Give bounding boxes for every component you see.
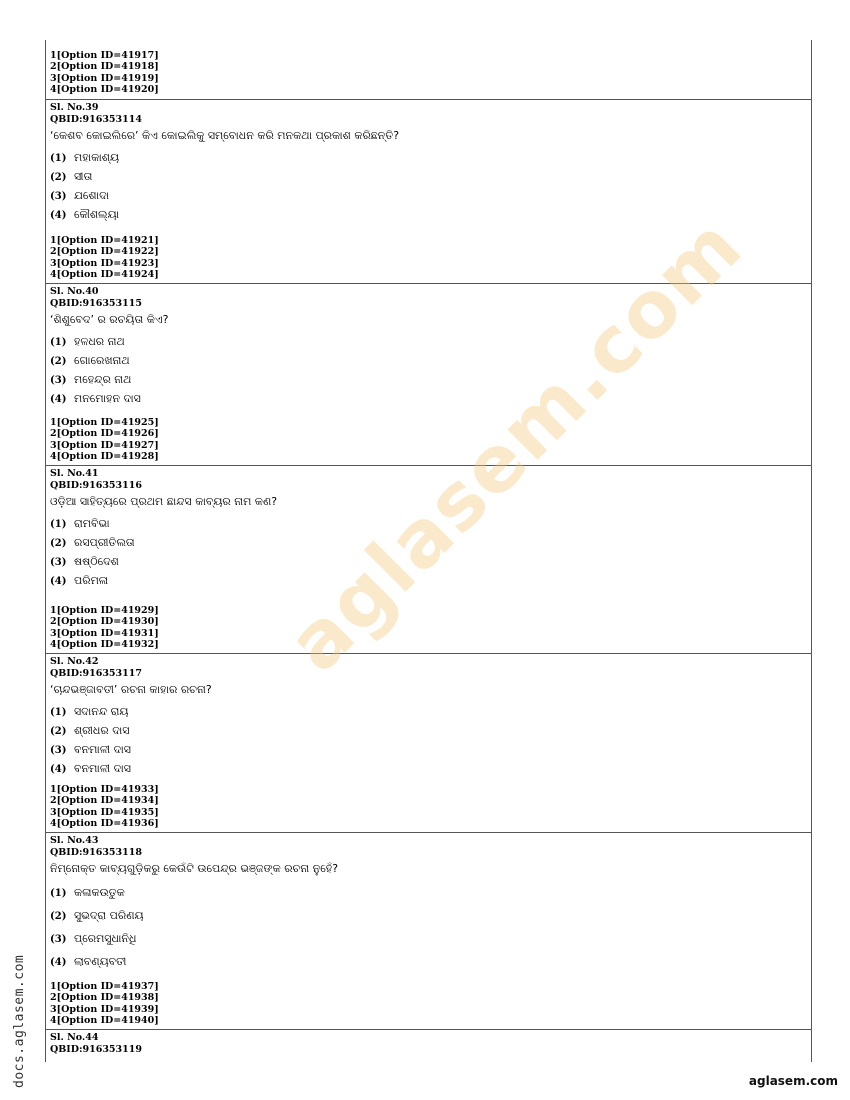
question-text: ନିମ୍ନୋକ୍ତ କାବ୍ୟଗୁଡ଼ିକରୁ କେଉଁଟି ଉପେନ୍ଦ୍ର ଭଞ୍ଜଙ୍କ ରଚନା ନୁହେଁ?	[50, 862, 339, 875]
option-text: ରାମବିଭା	[74, 517, 110, 530]
option-id: 4[Option ID=41924]	[50, 268, 159, 280]
option-text: ସୁଭଦ୍ରା ପରିଣୟ	[74, 909, 144, 922]
option-number: (2)	[50, 172, 67, 183]
option-id: 2[Option ID=41930]	[50, 616, 159, 628]
option-number: (2)	[50, 726, 67, 737]
question-text: ‘ଚାନ୍ଦଭଞ୍ଜାବତୀ’ ରଚନା କାହାର ରଚନା?	[50, 683, 212, 696]
answer-option	[50, 927, 811, 950]
question-text: ‘ଶିଶୁବେଦ’ ର ରଚୟିତା କିଏ?	[50, 313, 169, 326]
option-number: (2)	[50, 911, 67, 922]
qbid: QBID:916353117	[50, 667, 142, 679]
qbid: QBID:916353114	[50, 113, 142, 125]
option-ids-43	[46, 981, 811, 1026]
option-number: (4)	[50, 957, 67, 968]
answer-options	[50, 881, 811, 973]
question-text: ‘କେଶବ କୋଇଲିରେ’ କିଏ କୋଇଲିକୁ ସମ୍ବୋଧନ କରି ମନକଥା ପ୍ରକାଶ କରିଛନ୍ତି?	[50, 129, 400, 142]
option-number: (3)	[50, 934, 67, 945]
section-divider	[46, 1029, 811, 1030]
option-number: (2)	[50, 356, 67, 367]
option-text: ପରିମଳା	[74, 574, 109, 587]
option-text: ମହାକାଶ୍ୟ	[74, 151, 120, 164]
option-id: 1[Option ID=41925]	[50, 417, 159, 428]
section-divider	[46, 99, 811, 100]
option-text: ବନମାଳୀ ଦାସ	[74, 743, 131, 756]
answer-option	[50, 740, 811, 759]
option-number: (4)	[50, 210, 67, 221]
option-id: 2[Option ID=41918]	[50, 61, 159, 73]
serial-number: Sl. No.42	[50, 656, 99, 667]
option-text: ରସପ୍ରୀତିଲତା	[74, 536, 135, 549]
option-ids-41	[46, 605, 811, 650]
option-ids-40	[46, 417, 811, 462]
question-block-43	[46, 835, 811, 973]
option-text: ଯଶୋଦା	[74, 189, 110, 202]
serial-number: Sl. No.43	[50, 835, 99, 846]
answer-option	[50, 351, 811, 370]
option-number: (4)	[50, 394, 67, 405]
option-id: 4[Option ID=41940]	[50, 1014, 159, 1026]
answer-option	[50, 167, 811, 186]
watermark: aglasem.com	[271, 200, 760, 690]
option-text: କଳାକଉତୁକ	[74, 886, 125, 899]
option-id: 4[Option ID=41920]	[50, 83, 159, 95]
option-id: 1[Option ID=41921]	[50, 235, 159, 246]
section-divider	[46, 465, 811, 466]
option-number: (3)	[50, 745, 67, 756]
option-number: (3)	[50, 375, 67, 386]
option-number: (4)	[50, 576, 67, 587]
prev-question-option-ids	[46, 50, 811, 95]
option-id: 3[Option ID=41931]	[50, 627, 159, 639]
answer-option	[50, 702, 811, 721]
qbid: QBID:916353116	[50, 479, 142, 491]
option-text: ଷଷ୍ଠିଦେଶ	[74, 555, 119, 568]
option-id: 1[Option ID=41929]	[50, 605, 159, 616]
option-id: 1[Option ID=41933]	[50, 784, 159, 795]
question-block-42	[46, 656, 811, 778]
option-id: 2[Option ID=41934]	[50, 795, 159, 807]
option-text: ମହେନ୍ଦ୍ର ନାଥ	[74, 373, 132, 386]
option-id: 2[Option ID=41926]	[50, 428, 159, 440]
option-id: 3[Option ID=41939]	[50, 1003, 159, 1015]
answer-option	[50, 759, 811, 778]
answer-option	[50, 370, 811, 389]
option-ids-42	[46, 784, 811, 829]
section-divider	[46, 832, 811, 833]
question-block-44	[46, 1032, 811, 1055]
option-text: ବନମାଳୀ ଦାସ	[74, 762, 131, 775]
option-id: 3[Option ID=41919]	[50, 72, 159, 84]
answer-options	[50, 332, 811, 408]
option-number: (1)	[50, 707, 67, 718]
option-text: ଗୋରେଖନାଥ	[74, 354, 130, 367]
serial-number: Sl. No.41	[50, 468, 99, 479]
qbid: QBID:916353115	[50, 297, 142, 309]
answer-option	[50, 881, 811, 904]
option-text: ପ୍ରେମସୁଧାନିଧି	[74, 932, 137, 945]
option-number: (1)	[50, 337, 67, 348]
answer-option	[50, 148, 811, 167]
answer-option	[50, 904, 811, 927]
option-number: (1)	[50, 153, 67, 164]
option-id: 2[Option ID=41922]	[50, 246, 159, 258]
option-number: (1)	[50, 519, 67, 530]
option-number: (1)	[50, 888, 67, 899]
option-text: ଶ୍ରୀଧର ଦାସ	[74, 724, 130, 737]
qbid: QBID:916353118	[50, 846, 142, 858]
option-id: 3[Option ID=41923]	[50, 257, 159, 269]
option-text: ସୀତା	[74, 170, 93, 183]
answer-option	[50, 950, 811, 973]
option-text: କୌଶଲ୍ୟା	[74, 208, 120, 221]
option-text: ସଦାନନ୍ଦ ରାୟ	[74, 705, 129, 718]
serial-number: Sl. No.39	[50, 102, 99, 113]
section-divider	[46, 653, 811, 654]
option-text: ମନମୋହନ ଦାସ	[74, 392, 141, 405]
footer-brand: aglasem.com	[748, 1074, 838, 1088]
question-text: ଓଡ଼ିଆ ସାହିତ୍ୟରେ ପ୍ରଥମ ଛାନ୍ଦସ କାବ୍ୟର ନାମ କଣ?	[50, 495, 278, 508]
option-number: (3)	[50, 557, 67, 568]
option-number: (3)	[50, 191, 67, 202]
option-text: ଲାବଣ୍ୟବତୀ	[74, 955, 127, 968]
option-id: 4[Option ID=41936]	[50, 817, 159, 829]
side-url: docs.aglasem.com	[12, 954, 27, 1088]
answer-option	[50, 389, 811, 408]
serial-number: Sl. No.40	[50, 286, 99, 297]
answer-option	[50, 332, 811, 351]
answer-options	[50, 702, 811, 778]
option-id: 3[Option ID=41927]	[50, 439, 159, 451]
option-id: 2[Option ID=41938]	[50, 992, 159, 1004]
option-id: 1[Option ID=41917]	[50, 50, 159, 61]
option-id: 4[Option ID=41928]	[50, 450, 159, 462]
option-number: (2)	[50, 538, 67, 549]
option-number: (4)	[50, 764, 67, 775]
option-id: 4[Option ID=41932]	[50, 638, 159, 650]
option-id: 1[Option ID=41937]	[50, 981, 159, 992]
serial-number: Sl. No.44	[50, 1032, 99, 1043]
option-id: 3[Option ID=41935]	[50, 806, 159, 818]
qbid: QBID:916353119	[50, 1043, 142, 1055]
answer-option	[50, 721, 811, 740]
option-text: ହଳଧର ନାଥ	[74, 335, 125, 348]
